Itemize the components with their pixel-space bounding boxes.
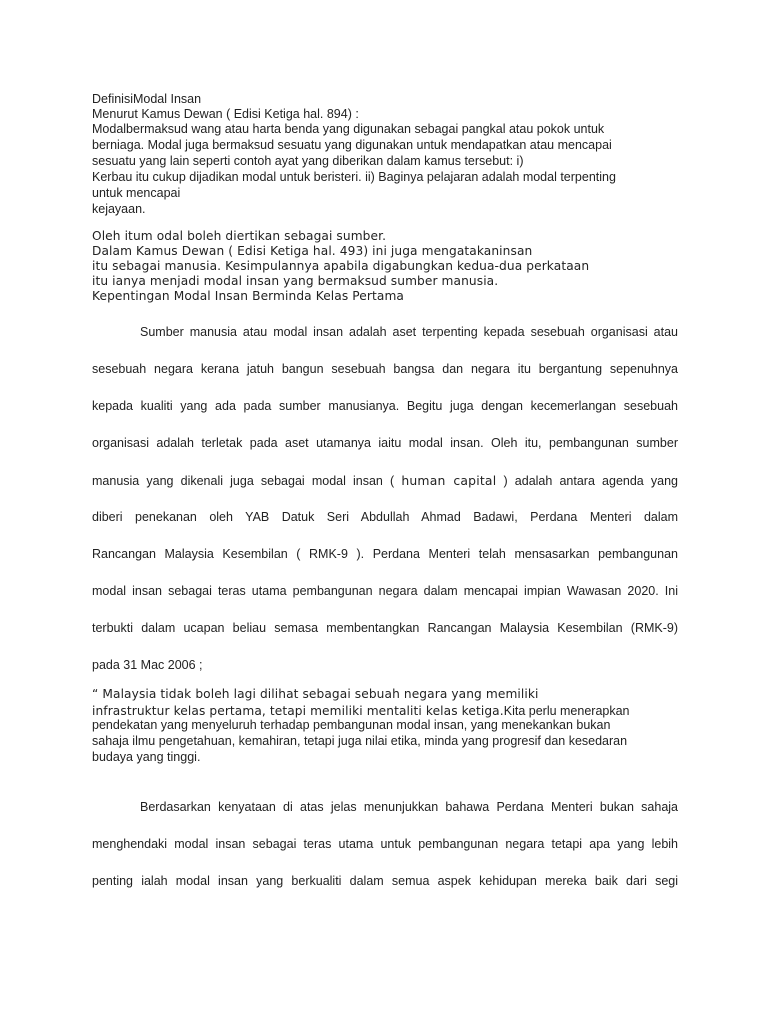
text-line: Kerbau itu cukup dijadikan modal untuk beristeri. ii) Baginya pelajaran adalah modal terpenting bbox=[92, 170, 616, 184]
paragraph-line: Berdasarkan kenyataan di atas jelas menunjukkan bahawa Perdana Menteri bukan sahaja bbox=[140, 800, 678, 814]
text-line: berniaga. Modal juga bermaksud sesuatu yang digunakan untuk mendapatkan atau mencapai bbox=[92, 138, 612, 152]
text-segment: Kita perlu menerapkan bbox=[503, 704, 630, 718]
paragraph-line: modal insan sebagai teras utama pembangunan negara dalam mencapai impian Wawasan 2020. Ini bbox=[92, 584, 678, 598]
paragraph-line: kepada kualiti yang ada pada sumber manusianya. Begitu juga dengan kecemerlangan sesebuah bbox=[92, 399, 678, 413]
quote-line: pendekatan yang menyeluruh terhadap pembangunan modal insan, yang menekankan bukan bbox=[92, 718, 611, 732]
paragraph-line: Rancangan Malaysia Kesembilan ( RMK-9 ). Perdana Menteri telah mensasarkan pembangunan bbox=[92, 547, 678, 561]
text-segment: infrastruktur kelas pertama, tetapi memiliki mentaliti kelas ketiga. bbox=[92, 704, 504, 718]
text-line: sesuatu yang lain seperti contoh ayat yang diberikan dalam kamus tersebut: i) bbox=[92, 154, 524, 168]
paragraph-line: organisasi adalah terletak pada aset utamanya iaitu modal insan. Oleh itu, pembangunan sumber bbox=[92, 436, 678, 450]
quote-line: “ Malaysia tidak boleh lagi dilihat sebagai sebuah negara yang memiliki bbox=[92, 687, 539, 701]
heading-definisi: DefinisiModal Insan bbox=[92, 92, 202, 106]
paragraph-line: sesebuah negara kerana jatuh bangun sesebuah bangsa dan negara itu bergantung sepenuhnya bbox=[92, 362, 678, 376]
paragraph-line: penting ialah modal insan yang berkualiti dalam semua aspek kehidupan mereka baik dari segi bbox=[92, 874, 678, 888]
text-line: Modalbermaksud wang atau harta benda yang digunakan sebagai pangkal atau pokok untuk bbox=[92, 122, 605, 136]
text-line: Dalam Kamus Dewan ( Edisi Ketiga hal. 493) ini juga mengatakaninsan bbox=[92, 244, 533, 258]
paragraph-line: pada 31 Mac 2006 ; bbox=[92, 658, 203, 672]
quote-line: budaya yang tinggi. bbox=[92, 750, 201, 764]
text-line: Menurut Kamus Dewan ( Edisi Ketiga hal. 894) : bbox=[92, 107, 359, 121]
text-segment: ) adalah antara agenda yang bbox=[503, 474, 678, 488]
text-segment: manusia yang dikenali juga sebagai modal insan ( bbox=[92, 474, 395, 488]
text-line: untuk mencapai bbox=[92, 186, 181, 200]
text-line: itu ianya menjadi modal insan yang bermaksud sumber manusia. bbox=[92, 274, 499, 288]
text-line: itu sebagai manusia. Kesimpulannya apabila digabungkan kedua-dua perkataan bbox=[92, 259, 590, 273]
paragraph-line: terbukti dalam ucapan beliau semasa membentangkan Rancangan Malaysia Kesembilan (RMK-9) bbox=[92, 621, 678, 635]
quote-line: sahaja ilmu pengetahuan, kemahiran, tetapi juga nilai etika, minda yang progresif dan kesedaran bbox=[92, 734, 628, 748]
paragraph-line: menghendaki modal insan sebagai teras utama untuk pembangunan negara tetapi apa yang lebih bbox=[92, 837, 678, 851]
paragraph-line: diberi penekanan oleh YAB Datuk Seri Abdullah Ahmad Badawi, Perdana Menteri dalam bbox=[92, 510, 678, 524]
text-line: kejayaan. bbox=[92, 202, 146, 216]
term-human-capital: human capital bbox=[401, 473, 497, 488]
paragraph-line bbox=[92, 473, 678, 490]
section-heading: Kepentingan Modal Insan Berminda Kelas Pertama bbox=[92, 289, 404, 303]
text-line: Oleh itum odal boleh diertikan sebagai sumber. bbox=[92, 229, 387, 243]
paragraph-line: Sumber manusia atau modal insan adalah aset terpenting kepada sesebuah organisasi atau bbox=[140, 325, 678, 339]
